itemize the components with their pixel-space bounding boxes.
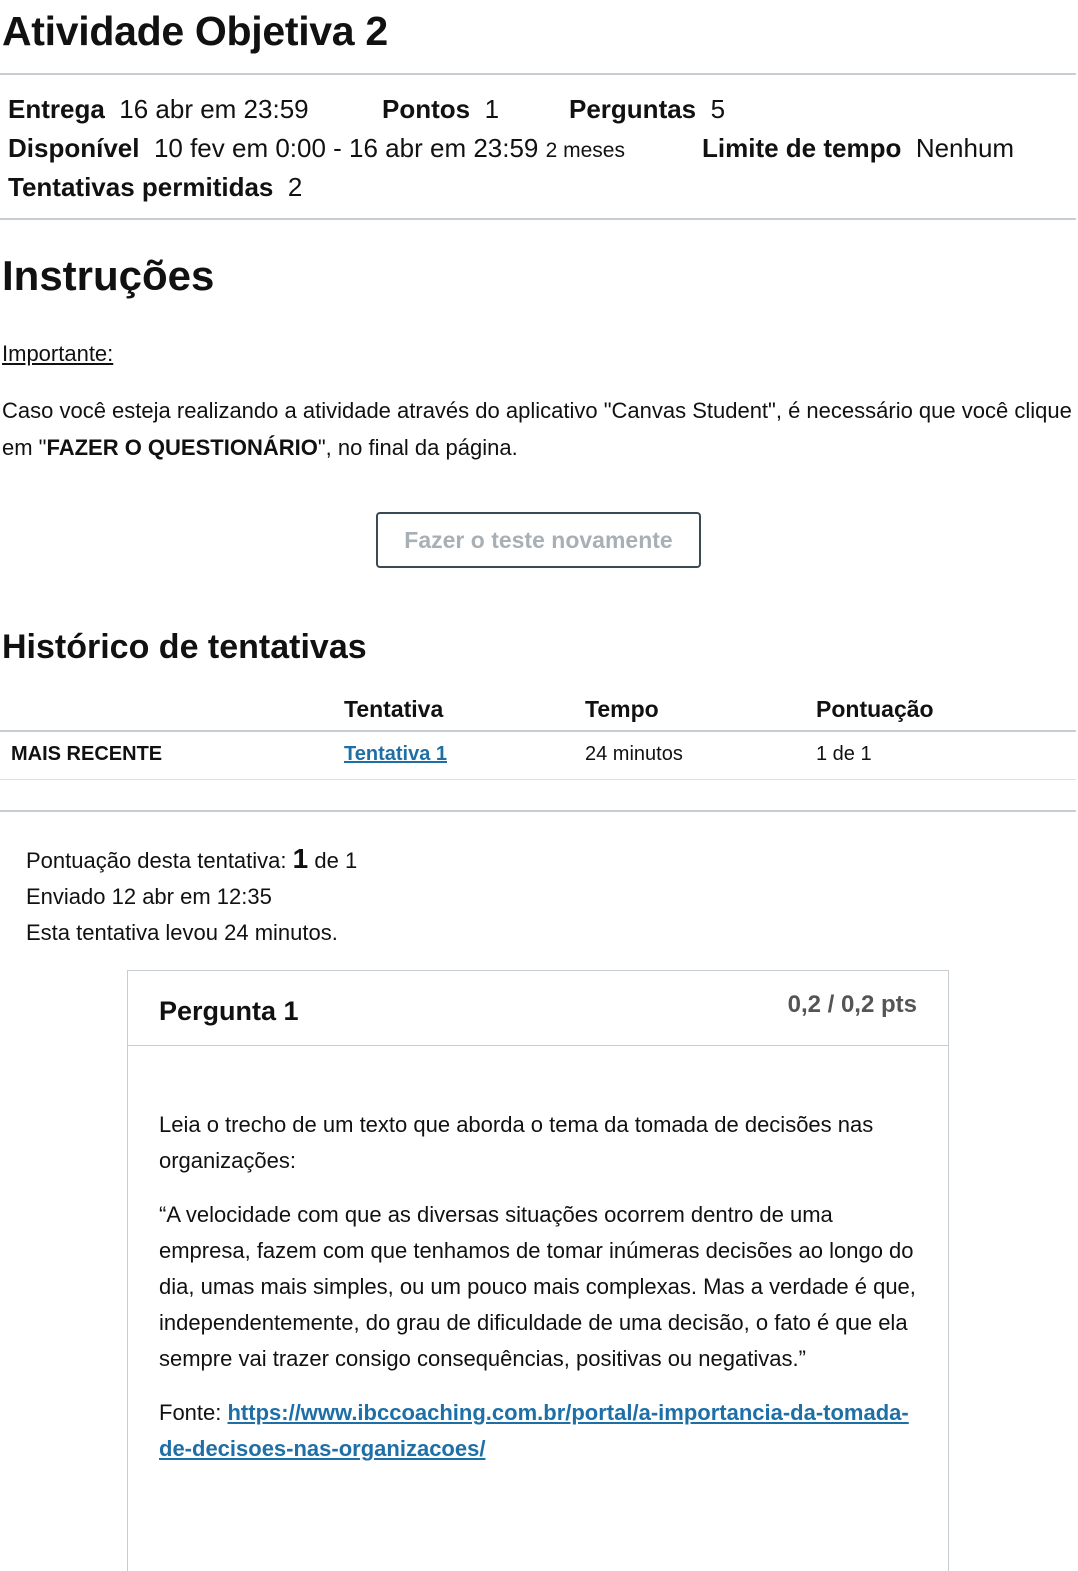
important-label: Importante: xyxy=(2,341,114,366)
source-label: Fonte: xyxy=(159,1400,228,1425)
time-limit-detail xyxy=(702,133,1014,164)
column-header-attempt: Tentativa xyxy=(344,696,444,722)
retake-quiz-button[interactable]: Fazer o teste novamente xyxy=(376,512,701,568)
details-row-1 xyxy=(8,94,309,125)
table-row-divider xyxy=(0,779,1076,780)
questions-label: Perguntas xyxy=(569,94,697,124)
due-value: 16 abr em 23:59 xyxy=(119,94,309,124)
attempt-1-link[interactable]: Tentativa 1 xyxy=(344,743,447,765)
instructions-text-part1: Caso você esteja realizando a atividade através do aplicativo "Canvas Student", é necessário que você clique em " xyxy=(2,398,1072,460)
submitted-info: Enviado 12 abr em 12:35 xyxy=(26,884,272,909)
question-header xyxy=(128,971,948,1046)
table-header-divider xyxy=(0,730,1076,732)
question-source xyxy=(159,1395,924,1467)
questions-detail xyxy=(569,94,725,125)
time-limit-value: Nenhum xyxy=(915,133,1015,163)
instructions-text xyxy=(2,392,1072,466)
question-intro: Leia o trecho de um texto que aborda o tema da tomada de decisões nas organizações: xyxy=(159,1112,874,1173)
source-link[interactable]: https://www.ibccoaching.com.br/portal/a-importancia-da-tomada-de-decisoes-nas-organizacoes/ xyxy=(159,1400,909,1461)
column-header-time: Tempo xyxy=(585,696,659,722)
points-value: 1 xyxy=(484,94,500,124)
question-title: Pergunta 1 xyxy=(159,996,299,1026)
available-label: Disponível xyxy=(8,133,140,163)
attempts-label: Tentativas permitidas xyxy=(8,172,274,202)
attempt-duration: Esta tentativa levou 24 minutos. xyxy=(26,920,338,945)
available-duration: 2 meses xyxy=(545,139,625,162)
time-cell: 24 minutos xyxy=(585,743,683,765)
time-limit-label: Limite de tempo xyxy=(702,133,902,163)
attempt-score-value: 1 xyxy=(292,843,309,874)
question-points: 0,2 / 0,2 pts xyxy=(787,991,917,1018)
available-value: 10 fev em 0:00 - 16 abr em 23:59 xyxy=(153,133,539,163)
score-cell: 1 de 1 xyxy=(816,743,872,765)
attempt-score xyxy=(26,843,357,875)
due-label: Entrega xyxy=(8,94,105,124)
questions-value: 5 xyxy=(710,94,726,124)
page-title: Atividade Objetiva 2 xyxy=(2,8,388,54)
attempts-value: 2 xyxy=(287,172,303,202)
divider xyxy=(0,73,1076,75)
divider xyxy=(0,218,1076,220)
column-header-score: Pontuação xyxy=(816,696,934,722)
instructions-heading: Instruções xyxy=(2,252,215,299)
question-quote: “A velocidade com que as diversas situações ocorrem dentro de uma empresa, fazem com que tenhamos de tomar inúmeras decisões ao longo do dia, umas mais simples, ou um pouco mais complexas. Mas a verdade é que, independentemente, do grau de dificuldade de uma decisão, o fato é que ela sempre vai trazer consigo consequências, positivas ou negativas.” xyxy=(159,1202,916,1371)
row-label-latest: MAIS RECENTE xyxy=(11,743,163,765)
attempt-cell xyxy=(344,743,447,766)
available-detail xyxy=(8,133,625,164)
points-detail xyxy=(382,94,499,125)
question-card xyxy=(127,970,949,1571)
question-body xyxy=(159,1107,924,1485)
divider xyxy=(0,810,1076,812)
attempt-history-heading: Histórico de tentativas xyxy=(2,628,367,666)
attempts-detail xyxy=(8,172,302,203)
attempt-score-label: Pontuação desta tentativa: xyxy=(26,848,287,873)
points-label: Pontos xyxy=(382,94,471,124)
instructions-text-part2: ", no final da página. xyxy=(317,435,518,460)
instructions-text-bold: FAZER O QUESTIONÁRIO xyxy=(46,435,318,460)
attempt-score-total: de 1 xyxy=(314,848,358,873)
